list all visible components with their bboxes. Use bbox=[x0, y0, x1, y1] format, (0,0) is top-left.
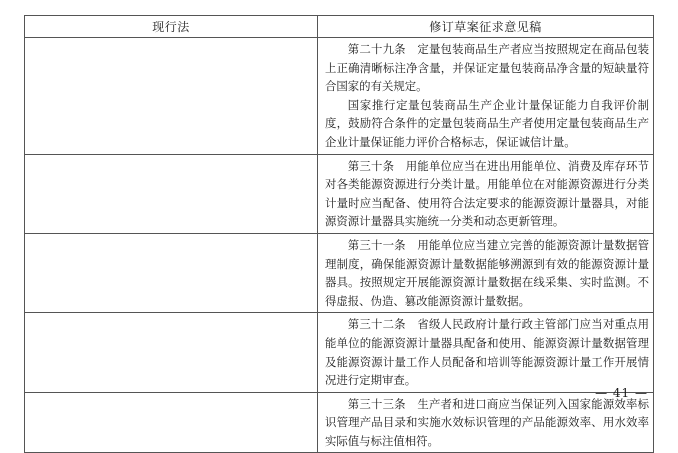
revision-cell bbox=[318, 155, 653, 233]
current-law-cell bbox=[25, 38, 318, 154]
table-row-article-29 bbox=[25, 38, 653, 155]
comparison-table bbox=[24, 15, 654, 453]
article-paragraph: 第二十九条 定量包装商品生产者应当按照规定在商品包装上正确清晰标注净含量，并保证定量包装商品净含量的短缺量符合国家的有关规定。 bbox=[325, 42, 649, 94]
article-paragraph: 第三十三条 生产者和进口商应当保证列入国家能源效率标识管理产品目录和实施水效标识管理的产品能源效率、用水效率实际值与标注值相符。 bbox=[325, 396, 649, 448]
header-current-law: 现行法 bbox=[25, 16, 318, 37]
revision-cell bbox=[318, 393, 653, 453]
current-law-cell bbox=[25, 234, 318, 312]
table-row-article-32 bbox=[25, 313, 653, 392]
current-law-cell bbox=[25, 155, 318, 233]
article-paragraph: 第三十一条 用能单位应当建立完善的能源资源计量数据管理制度，确保能源资源计量数据能够溯源到有效的能源资源计量器具。按照规定开展能源资源计量数据在线采集、实时监测。不得虚报、伪造、篡改能源资源计量数据。 bbox=[325, 237, 649, 308]
revision-cell bbox=[318, 38, 653, 154]
page-number: — 41 — bbox=[595, 386, 648, 400]
header-revision-draft: 修订草案征求意见稿 bbox=[429, 20, 542, 34]
revision-cell bbox=[318, 313, 653, 391]
article-paragraph: 国家推行定量包装商品生产企业计量保证能力自我评价制度，鼓励符合条件的定量包装商品生产者使用定量包装商品生产企业计量保证能力评价合格标志，保证诚信计量。 bbox=[325, 97, 649, 149]
table-row-article-31 bbox=[25, 234, 653, 313]
article-paragraph: 第三十二条 省级人民政府计量行政主管部门应当对重点用能单位的能源资源计量器具配备和使用、能源资源计量数据管理及能源资源计量工作人员配备和培训等能源资源计量工作开展情况进行定期审查。 bbox=[325, 317, 649, 388]
table-row-article-33 bbox=[25, 393, 653, 453]
table-header bbox=[25, 16, 653, 38]
revision-cell bbox=[318, 234, 653, 312]
article-paragraph: 第三十条 用能单位应当在进出用能单位、消费及库存环节对各类能源资源进行分类计量。用能单位在对能源资源进行分类计量时应当配备、使用符合法定要求的能源资源计量器具，对能源资源计量器具实施统一分类和动态更新管理。 bbox=[325, 158, 649, 229]
current-law-cell bbox=[25, 313, 318, 391]
current-law-cell bbox=[25, 393, 318, 453]
table-row-article-30 bbox=[25, 155, 653, 234]
